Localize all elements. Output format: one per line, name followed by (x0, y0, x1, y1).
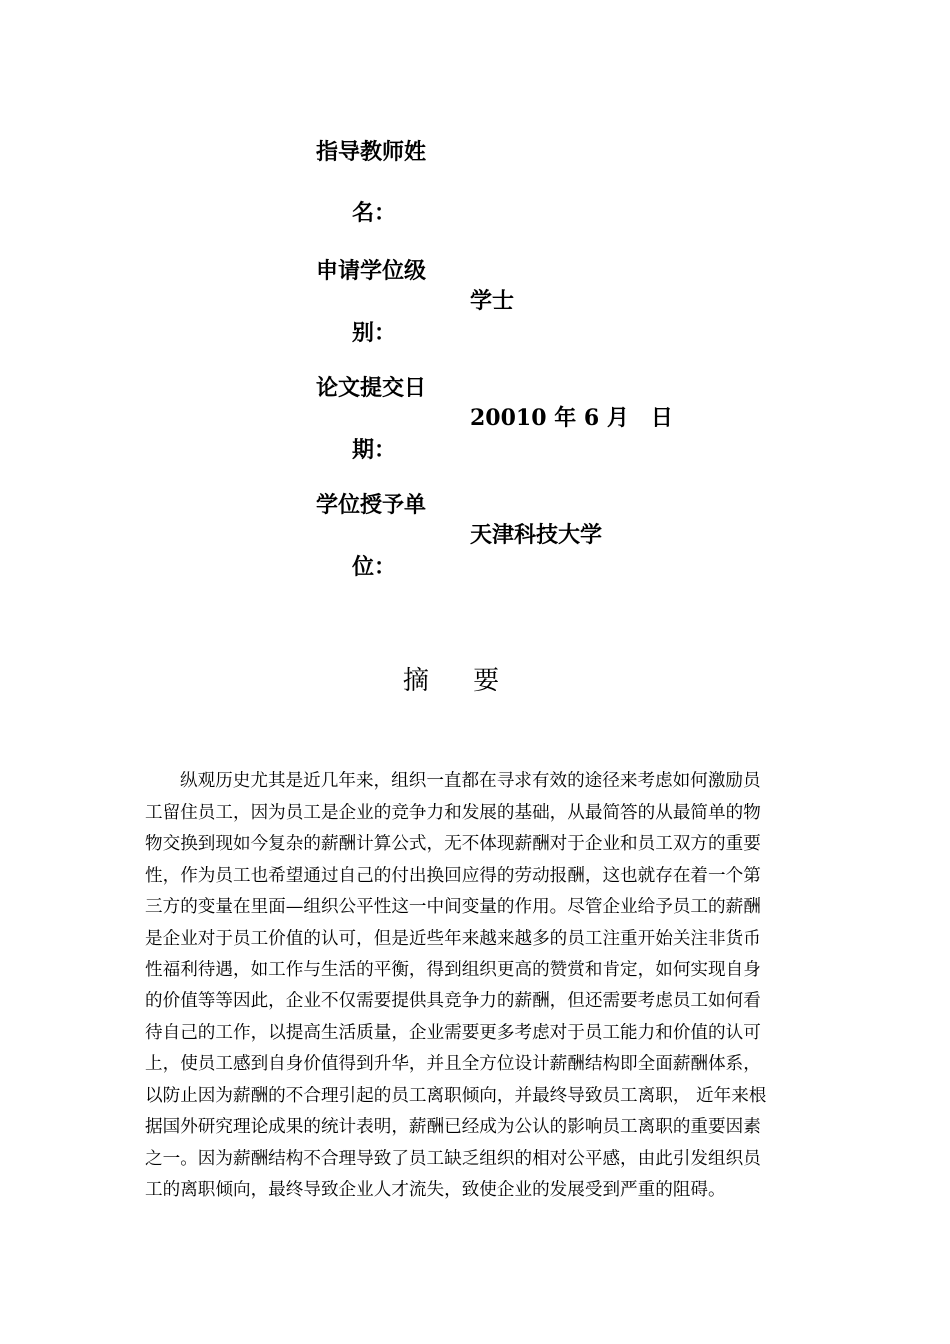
submission-date-label-line1: 论文提交日 (316, 375, 427, 401)
abstract-line: 上，使员工感到自身价值得到升华，并且全方位设计薪酬结构即全面薪酬体系， (145, 1054, 761, 1074)
abstract-line: 纵观历史尤其是近几年来，组织一直都在寻求有效的途径来考虑如何激励员 (180, 771, 761, 791)
institution-value: 天津科技大学 (470, 522, 603, 548)
abstract-line: 工的离职倾向，最终导致企业人才流失，致使企业的发展受到严重的阻碍。 (145, 1180, 726, 1200)
abstract-line: 三方的变量在里面—组织公平性这一中间变量的作用。尽管企业给予员工的薪酬 (145, 897, 761, 917)
abstract-line: 以防止因为薪酬的不合理引起的员工离职倾向，并最终导致员工离职， 近年来根 (145, 1086, 767, 1106)
abstract-line: 的价值等等因此，企业不仅需要提供具竞争力的薪酬，但还需要考虑员工如何看 (145, 991, 761, 1011)
degree-level-value: 学士 (470, 288, 515, 314)
advisor-label-line1: 指导教师姓 (316, 139, 427, 165)
abstract-title: 摘 要 (402, 666, 518, 696)
abstract-line: 性福利待遇，如工作与生活的平衡，得到组织更高的赞赏和肯定，如何实现自身 (145, 960, 761, 980)
advisor-label-line2: 名： (352, 200, 397, 226)
abstract-line: 物交换到现如今复杂的薪酬计算公式，无不体现薪酬对于企业和员工双方的重要 (145, 834, 761, 854)
degree-level-label-line2: 别： (352, 320, 397, 346)
abstract-line: 之一。因为薪酬结构不合理导致了员工缺乏组织的相对公平感，由此引发组织员 (145, 1149, 761, 1169)
institution-label-line1: 学位授予单 (316, 492, 427, 518)
abstract-line: 是企业对于员工价值的认可，但是近些年来越来越多的员工注重开始关注非货币 (145, 929, 761, 949)
submission-date-label-line2: 期： (352, 437, 397, 463)
abstract-line: 性，作为员工也希望通过自己的付出换回应得的劳动报酬，这也就存在着一个第 (145, 866, 761, 886)
abstract-line: 待自己的工作，以提高生活质量，企业需要更多考虑对于员工能力和价值的认可 (145, 1023, 761, 1043)
institution-label-line2: 位： (352, 554, 397, 580)
submission-date-value: 20010 年 6 月 日 (470, 405, 673, 431)
abstract-line: 据国外研究理论成果的统计表明，薪酬已经成为公认的影响员工离职的重要因素 (145, 1117, 761, 1137)
degree-level-label-line1: 申请学位级 (316, 258, 427, 284)
abstract-line: 工留住员工，因为员工是企业的竞争力和发展的基础，从最简答的从最简单的物 (145, 803, 761, 823)
